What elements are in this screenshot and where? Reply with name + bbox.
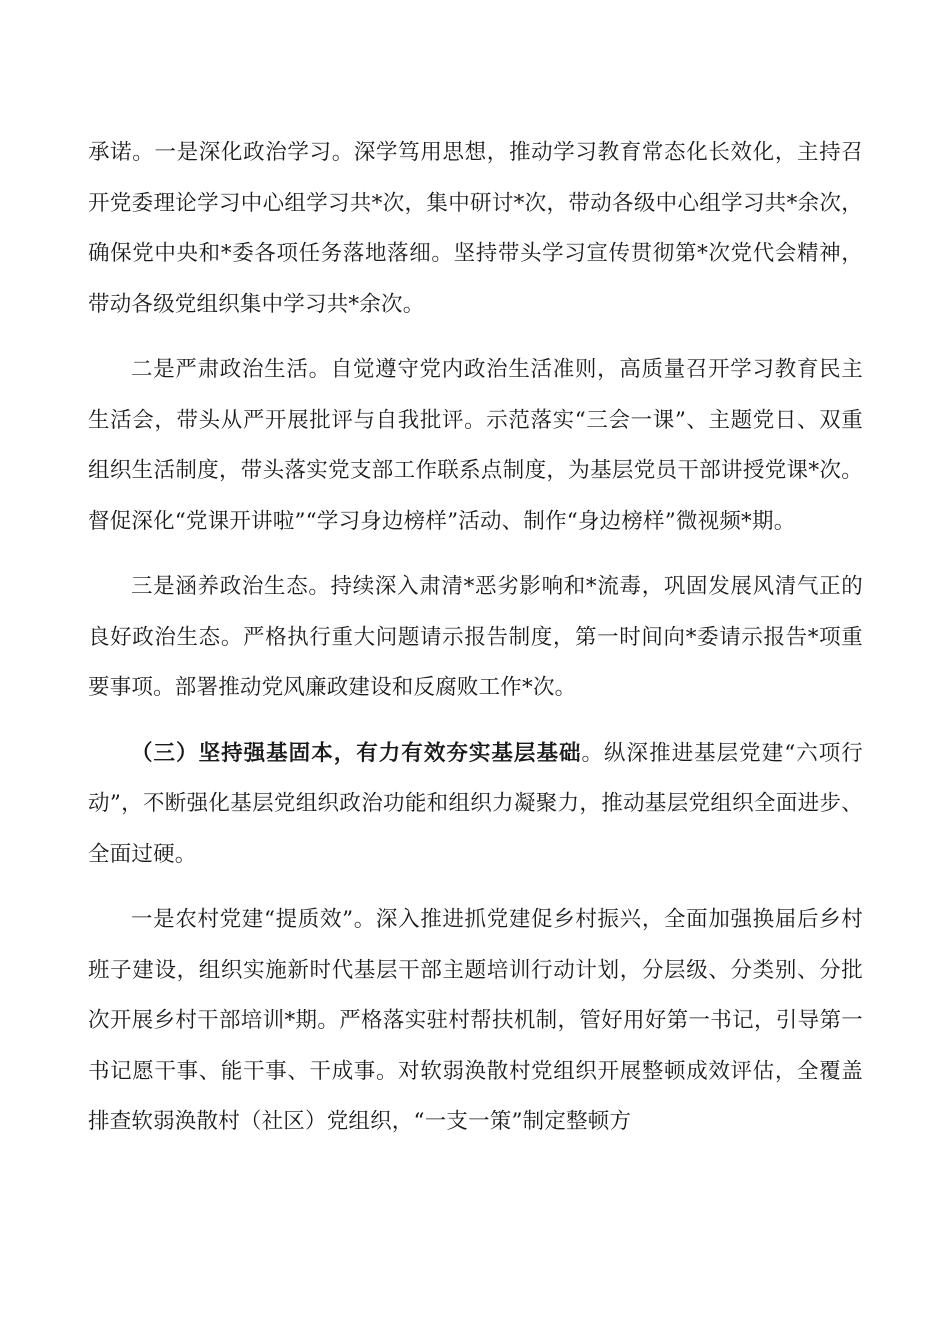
paragraph-continued	[88, 128, 863, 330]
section-heading: （三）坚持强基固本，有力有效夯实基层基础	[131, 740, 582, 766]
paragraph-text: 承诺。一是深化政治学习。深学笃用思想，推动学习教育常态化长效化，主持召开党委理论学习中心组学习共*次，集中研讨*次，带动各级中心组学习共*余次，确保党中央和*委各项任务落地落细。坚持带头学习宣传贯彻第*次党代会精神，带动各级党组织集中学习共*余次。	[88, 140, 863, 317]
paragraph-text: 三是涵养政治生态。持续深入肃清*恶劣影响和*流毒，巩固发展风清气正的良好政治生态。严格执行重大问题请示报告制度，第一时间向*委请示报告*项重要事项。部署推动党风廉政建设和反腐败工作*次。	[88, 574, 863, 700]
paragraph-text: 。纵深推进基层党建“六项行动”，不断强化基层党组织政治功能和组织力凝聚力，推动基层党组织全面进步、全面过硬。	[88, 740, 863, 867]
paragraph-text: 二是严肃政治生活。自觉遵守党内政治生活准则，高质量召开学习教育民主生活会，带头从严开展批评与自我批评。示范落实“三会一课”、主题党日、双重组织生活制度，带头落实党支部工作联系点制度，为基层党员干部讲授党课*次。督促深化“党课开讲啦”“学习身边榜样”活动、制作“身边榜样”微视频*期。	[88, 357, 863, 534]
paragraph-political-life	[88, 345, 863, 547]
paragraph-section-three	[88, 729, 863, 881]
document-page	[88, 128, 863, 1148]
paragraph-rural-party-building	[88, 895, 863, 1148]
paragraph-political-ecology	[88, 562, 863, 714]
paragraph-text: 一是农村党建“提质效”。深入推进抓党建促乡村振兴，全面加强换届后乡村班子建设，组织实施新时代基层干部主题培训行动计划，分层级、分类别、分批次开展乡村干部培训*期。严格落实驻村帮扶机制，管好用好第一书记，引导第一书记愿干事、能干事、干成事。对软弱涣散村党组织开展整顿成效评估，全覆盖排查软弱涣散村（社区）党组织，“一支一策”制定整顿方	[88, 907, 863, 1134]
